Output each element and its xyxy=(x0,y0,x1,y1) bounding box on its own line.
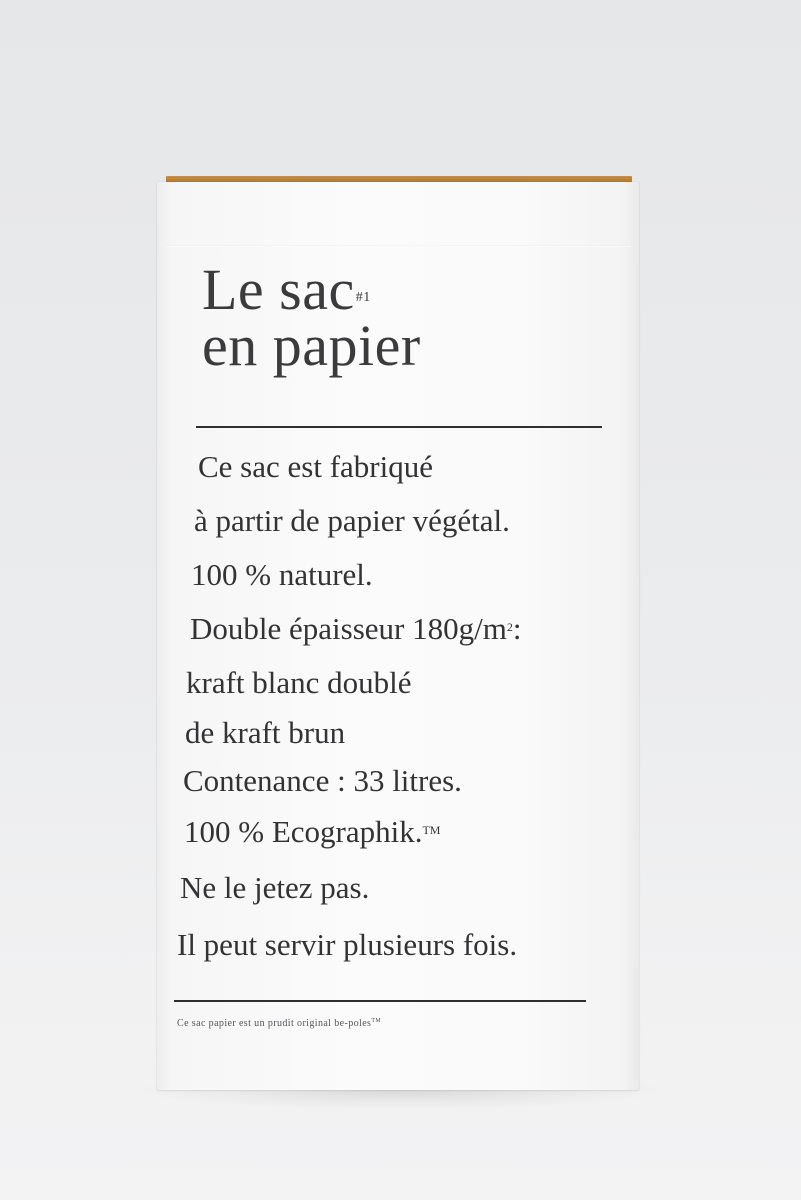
top-rule xyxy=(196,426,602,428)
title-superscript: #1 xyxy=(355,290,371,305)
bottom-rule xyxy=(174,1000,586,1002)
bag-fold-line xyxy=(165,245,631,247)
footer-text: Ce sac papier est un prudit original be-poles xyxy=(177,1018,372,1029)
text-line-8 xyxy=(184,815,440,849)
weight-exponent: 2 xyxy=(506,620,513,634)
weight-suffix: : xyxy=(512,611,522,646)
trademark-mark: TM xyxy=(422,823,441,837)
text-line-7: Contenance : 33 litres. xyxy=(183,763,462,798)
bag-body xyxy=(157,182,639,1090)
text-line-3: 100 % naturel. xyxy=(191,557,373,592)
text-line-2: à partir de papier végétal. xyxy=(194,503,510,538)
title-line-1 xyxy=(202,257,421,322)
text-line-6: de kraft brun xyxy=(185,715,346,750)
bag-title xyxy=(202,257,421,378)
text-line-10: Il peut servir plusieurs fois. xyxy=(177,927,518,962)
text-line-4 xyxy=(190,612,521,646)
ecographik-text: 100 % Ecographik. xyxy=(184,814,423,849)
paper-bag xyxy=(157,176,639,1090)
footer-note xyxy=(177,1018,381,1029)
text-line-9: Ne le jetez pas. xyxy=(180,870,370,905)
text-line-5: kraft blanc doublé xyxy=(186,665,412,700)
weight-text: Double épaisseur 180g/m xyxy=(190,611,507,646)
title-line-2: en papier xyxy=(202,313,421,378)
text-line-1: Ce sac est fabriqué xyxy=(198,449,433,484)
title-text-1: Le sac xyxy=(202,257,355,322)
footer-trademark: TM xyxy=(371,1018,382,1024)
